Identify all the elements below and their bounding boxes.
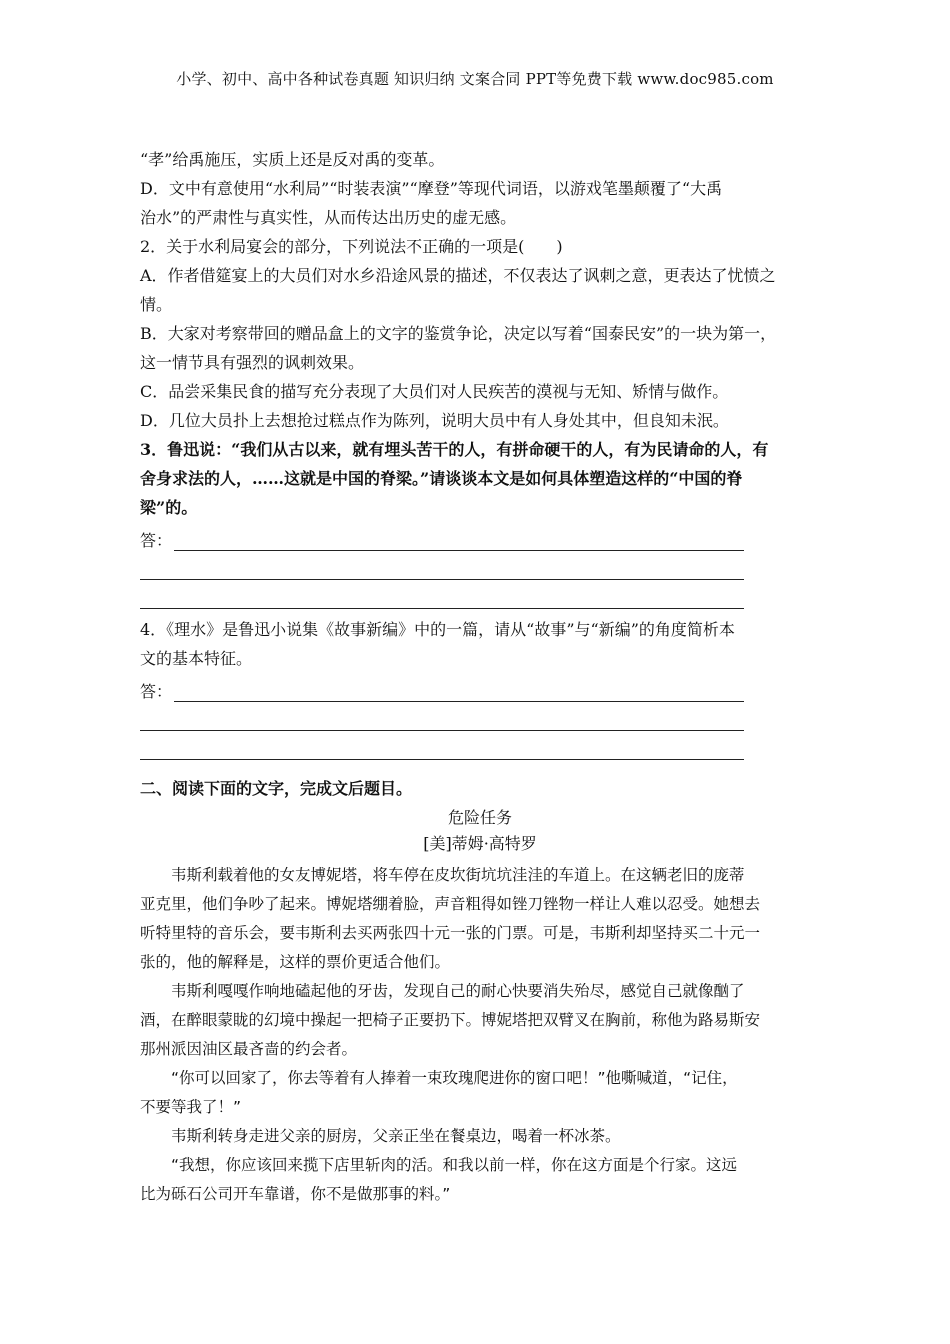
story-author: [美]蒂姆·高特罗 [423, 834, 537, 853]
option-c: C．品尝采集民食的描写充分表现了大员们对人民疾苦的漠视与无知、矫情与做作。 [140, 382, 729, 401]
story-title: 危险任务 [447, 808, 512, 827]
option-a: A．作者借筵宴上的大员们对水乡沿途风景的描述，不仅表达了讽刺之意，更表达了忧愤之 [140, 266, 776, 285]
option-b: B．大家对考察带回的赠品盒上的文字的鉴赏争论，决定以写着“国泰民安”的一块为第一， [140, 324, 777, 343]
text-line: 韦斯利嘎嘎作响地磕起他的牙齿，发现自己的耐心快要消失殆尽，感觉自己就像酗了 [171, 982, 745, 1000]
text-line: “孝”给禹施压，实质上还是反对禹的变革。 [140, 150, 445, 169]
text-line: 不要等我了！” [140, 1098, 242, 1116]
paragraph [140, 1151, 820, 1209]
answer-line[interactable] [140, 673, 820, 702]
answer-label: 答： [140, 531, 173, 550]
text-line: 韦斯利转身走进父亲的厨房，父亲正坐在餐桌边，喝着一杯冰茶。 [171, 1127, 621, 1145]
text-line: “你可以回家了，你去等着有人捧着一束玫瑰爬进你的窗口吧！”他嘶喊道，“记住， [171, 1069, 738, 1087]
page-header: 小学、初中、高中各种试卷真题 知识归纳 文案合同 PPT等免费下载 www.doc985.com [176, 70, 774, 88]
text-line: 比为砾石公司开车靠谱，你不是做那事的料。” [140, 1185, 451, 1203]
answer-label: 答： [140, 682, 173, 701]
text-line: 这一情节具有强烈的讽刺效果。 [140, 353, 365, 372]
answer-rule[interactable] [140, 702, 744, 731]
question-3 [140, 435, 820, 609]
text-line: 情。 [140, 295, 173, 314]
answer-rule[interactable] [174, 683, 744, 702]
story-body [140, 861, 820, 1209]
q1-option-d: D．文中有意使用“水利局”“时装表演”“摩登”等现代词语，以游戏笔墨颠覆了“大禹 [140, 179, 723, 198]
text-line: 文的基本特征。 [140, 649, 253, 668]
text-line: 亚克里，他们争吵了起来。博妮塔绷着脸，声音粗得如锉刀锉物一样让人难以忍受。她想去 [140, 895, 761, 913]
page-content [140, 145, 820, 1209]
text-line: 舍身求法的人，……这就是中国的脊梁。”请谈谈本文是如何具体塑造这样的“中国的脊 [140, 469, 743, 488]
text-line: 韦斯利载着他的女友博妮塔，将车停在皮坎街坑坑洼洼的车道上。在这辆老旧的庞蒂 [171, 866, 745, 884]
section-heading: 二、阅读下面的文字，完成文后题目。 [140, 779, 413, 798]
answer-rule[interactable] [140, 731, 744, 760]
question-4 [140, 615, 820, 760]
text-line: 治水”的严肃性与真实性，从而传达出历史的虚无感。 [140, 208, 517, 227]
question-2 [140, 232, 820, 435]
option-d: D．几位大员扑上去想抢过糕点作为陈列，说明大员中有人身处其中，但良知未泯。 [140, 411, 729, 430]
text-line: 张的，他的解释是，这样的票价更适合他们。 [140, 953, 451, 971]
paragraph [140, 861, 820, 977]
question-stem: 3．鲁迅说：“我们从古以来，就有埋头苦干的人，有拼命硬干的人，有为民请命的人，有 [140, 440, 769, 459]
answer-rule[interactable] [140, 580, 744, 609]
text-line: “我想，你应该回来揽下店里斩肉的活。和我以前一样，你在这方面是个行家。这远 [171, 1156, 738, 1174]
answer-line[interactable] [140, 522, 820, 551]
paragraph [140, 1122, 820, 1151]
paragraph [140, 1064, 820, 1122]
text-line: 酒，在醉眼蒙眬的幻境中操起一把椅子正要扔下。博妮塔把双臂叉在胸前，称他为路易斯安 [140, 1011, 761, 1029]
q1-continuation [140, 145, 820, 232]
paragraph [140, 977, 820, 1064]
text-line: 梁”的。 [140, 498, 198, 517]
answer-rule[interactable] [174, 532, 744, 551]
text-line: 听特里特的音乐会，要韦斯利去买两张四十元一张的门票。可是，韦斯利却坚持买二十元一 [140, 924, 761, 942]
answer-rule[interactable] [140, 551, 744, 580]
question-stem: 4．《理水》是鲁迅小说集《故事新编》中的一篇，请从“故事”与“新编”的角度简析本 [140, 620, 735, 639]
question-stem: 2．关于水利局宴会的部分，下列说法不正确的一项是( ) [140, 237, 563, 256]
text-line: 那州派因油区最吝啬的约会者。 [140, 1040, 358, 1058]
